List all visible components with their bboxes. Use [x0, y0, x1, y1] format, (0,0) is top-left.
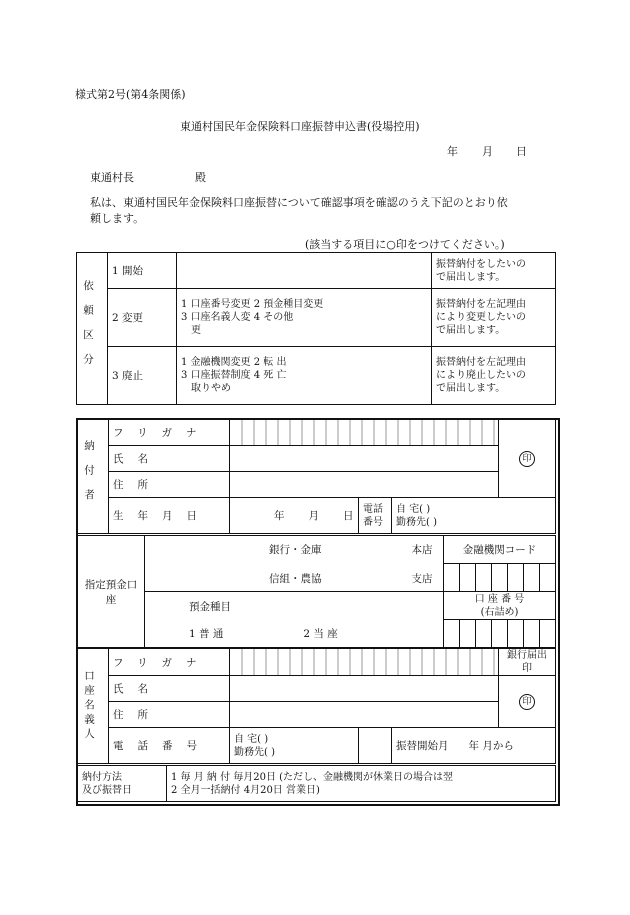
holder-label: 口座名義人 [78, 649, 109, 764]
form-title: 東通村国民年金保険料口座振替申込書(役場控用) [180, 120, 420, 133]
request-desc-change: 振替納付を左記理由 により変更したいの で届出します。 [432, 289, 556, 347]
bank-code-label: 金融機関コード [444, 536, 556, 564]
request-kind-start[interactable]: 1 開始 [108, 253, 177, 289]
payer-phone-label: 電話番号 [359, 498, 392, 534]
request-kind-stop[interactable]: 3 廃止 [108, 347, 177, 405]
account-number-label: 口 座 番 号 (右詰め) [444, 592, 556, 620]
request-label: 依頼区分 [77, 253, 108, 405]
honorific: 殿 [195, 171, 206, 184]
account-number-digit[interactable] [507, 620, 523, 648]
holder-furigana-field[interactable] [230, 649, 499, 676]
date-month: 月 [482, 145, 493, 158]
branch-code-digit[interactable] [523, 564, 539, 592]
date-day: 日 [516, 145, 527, 158]
holder-furigana-label: フリガナ [109, 649, 230, 676]
holder-name-field[interactable] [230, 676, 499, 702]
payer-table [77, 419, 556, 534]
payer-seal-box [499, 420, 556, 498]
request-desc-stop: 振替納付を左記理由 により廃止したいの で届出します。 [432, 347, 556, 405]
account-number-digit[interactable] [444, 620, 460, 648]
payment-options[interactable]: 1 毎 月 納 付 毎月20日 (ただし、金融機関が休業日の場合は翌 2 全月一括納付 4月20日 営業日) [167, 766, 556, 802]
payer-birth-field[interactable]: 年 月 日 [230, 498, 359, 534]
request-table [76, 252, 556, 405]
payer-name-label: 氏名 [109, 446, 230, 472]
holder-name-label: 氏名 [109, 676, 230, 702]
instruction-note: (該当する項目に○印をつけてください。) [305, 238, 505, 251]
request-detail-stop[interactable]: 1 金融機関変更 2 転 出 3 口座振替制度 4 死 亡 取りやめ [177, 347, 432, 405]
request-desc-start: 振替納付をしたいの で届出します。 [432, 253, 556, 289]
date-year: 年 [447, 145, 458, 158]
payer-birth-label: 生年月日 [109, 498, 230, 534]
holder-phone-spacer [359, 728, 392, 764]
payer-address-label: 住所 [109, 472, 230, 498]
account-type-field[interactable]: 預金種目 1 普 通 2 当 座 [145, 592, 444, 648]
holder-table [77, 648, 556, 764]
request-detail-start [177, 253, 432, 289]
branch-code-digit[interactable] [507, 564, 523, 592]
payment-table [77, 765, 556, 802]
request-detail-change[interactable]: 1 口座番号変更 2 預金種目変更 3 口座名義人変 4 その他 更 [177, 289, 432, 347]
holder-phone-field[interactable]: 自 宅( ) 勤務先( ) [230, 728, 359, 764]
account-number-digit[interactable] [539, 620, 555, 648]
payer-address-field[interactable] [230, 472, 499, 498]
addressee: 東通村長 [90, 171, 134, 184]
payer-phone-field[interactable]: 自 宅( ) 勤務先( ) [392, 498, 556, 534]
intro-line-1: 私は、東通村国民年金保険料口座振替について確認事項を確認のうえ下記のとおり依 [90, 196, 508, 209]
account-number-digit[interactable] [459, 620, 475, 648]
bank-code-digit[interactable] [491, 564, 507, 592]
bank-code-digit[interactable] [444, 564, 460, 592]
holder-phone-label: 電話番号 [109, 728, 230, 764]
holder-start-field[interactable]: 振替開始月 年 月から [392, 728, 556, 764]
account-number-digit[interactable] [523, 620, 539, 648]
holder-address-label: 住所 [109, 702, 230, 728]
request-kind-change[interactable]: 2 変更 [108, 289, 177, 347]
account-number-digit[interactable] [491, 620, 507, 648]
payer-furigana-field[interactable] [230, 420, 499, 446]
bank-code-digit[interactable] [475, 564, 491, 592]
intro-line-2: 頼します。 [90, 212, 145, 225]
account-table [77, 535, 556, 648]
payment-label: 納付方法 及び振替日 [78, 766, 167, 802]
account-label: 指定預金口座 [78, 536, 145, 648]
bank-code-digit[interactable] [459, 564, 475, 592]
bank-name-field[interactable]: 銀行・金庫 本店 信組・農協 支店 [145, 536, 444, 592]
holder-address-field[interactable] [230, 702, 499, 728]
seal-icon: 印 [519, 694, 535, 710]
seal-icon: 印 [519, 451, 535, 467]
form-number: 様式第2号(第4条関係) [75, 88, 186, 101]
payer-name-field[interactable] [230, 446, 499, 472]
payer-furigana-label: フリガナ [109, 420, 230, 446]
account-number-digit[interactable] [475, 620, 491, 648]
branch-code-digit[interactable] [539, 564, 555, 592]
payer-label: 納付者 [78, 420, 109, 534]
holder-bank-seal-label: 銀行届出印 [499, 649, 556, 676]
holder-seal-box [499, 676, 556, 728]
